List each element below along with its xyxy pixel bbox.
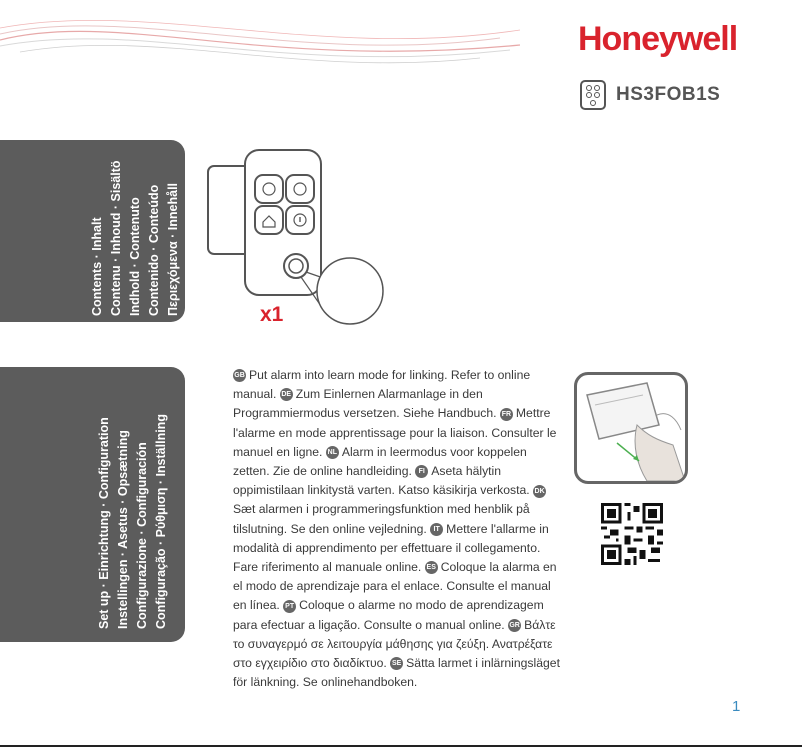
instruction-text: Coloque o alarme no modo de aprendizagem para efectuar a ligação. Consulte o manual online. — [233, 598, 544, 632]
quantity-label: x1 — [260, 303, 284, 326]
language-badge: DK — [533, 485, 546, 498]
instruction-text: Sätta larmet i inlärningsläget för länkning. Se onlinehandboken. — [233, 656, 560, 690]
setup-tab-line: Instellingen · Asetus · Opsætning — [116, 430, 130, 629]
contents-tab-line: Contents · Inhalt — [90, 217, 104, 316]
page-number: 1 — [732, 698, 741, 715]
contents-tab-line: Indhold · Contenuto — [128, 197, 142, 316]
setup-tab — [0, 367, 185, 642]
instruction-text: Sæt alarmen i programmeringsfunktion med henblik på tilslutning. Se den online vejledning. — [233, 502, 530, 536]
language-badge: DE — [280, 388, 293, 401]
instruction-text: Put alarm into learn mode for linking. Refer to online manual. — [233, 368, 531, 402]
keyfob-illustration — [205, 148, 385, 328]
contents-tab-line: Περιεχόμενα · Innehåll — [166, 182, 180, 316]
keyfob-icon — [580, 80, 606, 110]
model-code: HS3FOB1S — [616, 84, 721, 105]
language-badge: PT — [283, 600, 296, 613]
language-badge: SE — [390, 657, 403, 670]
setup-tab-line: Set up · Einrichtung · Configuration — [97, 417, 111, 629]
contents-tab-line: Contenido · Conteúdo — [147, 184, 161, 316]
language-badge: FR — [500, 408, 513, 421]
decorative-swoosh — [0, 0, 520, 80]
language-badge: GB — [233, 369, 246, 382]
instruction-text: Aseta hälytin oppimistilaan linkitystä varten. Katso käsikirja verkosta. — [233, 464, 534, 498]
language-badge: GR — [508, 619, 521, 632]
language-badge: ES — [425, 561, 438, 574]
brand-logo: Honeywell — [578, 20, 738, 58]
instruction-text: Mettre l'alarme en mode apprentissage pour la liaison. Consulter le manuel en ligne. — [233, 406, 557, 459]
instruction-text: Alarm in leermodus voor koppelen zetten. Zie de online handleiding. — [233, 444, 527, 479]
contents-tab — [0, 140, 185, 322]
setup-tab-line: Configurazione · Configuración — [135, 442, 149, 629]
setup-tab-line: Configuração · Ρύθμιση · Inställning — [154, 414, 168, 629]
qr-code[interactable] — [601, 503, 663, 565]
learn-mode-photo — [574, 372, 688, 484]
instruction-text: Mettere l'allarme in modalità di apprendimento per effettuare il collegamento. Fare riferimento al manuale online. — [233, 521, 549, 575]
language-badge: IT — [430, 523, 443, 536]
footer-rule — [0, 745, 802, 747]
instruction-text: Βάλτε το συναγερμό σε λειτουργία μάθησης για ζεύξη. Ανατρέξατε στο εγχειρίδιο στο διαδίκτυο. — [233, 617, 556, 671]
language-badge: NL — [326, 446, 339, 459]
contents-tab-line: Contenu · Inhoud · Sisältö — [109, 160, 123, 316]
setup-instructions — [233, 366, 563, 692]
language-badge: FI — [415, 465, 428, 478]
instruction-text: Coloque la alarma en el modo de aprendizaje para el enlace. Consulte el manual en línea. — [233, 560, 557, 613]
model-label — [580, 80, 720, 110]
instruction-text: Zum Einlernen Alarmanlage in den Programmiermodus versetzen. Siehe Handbuch. — [233, 387, 500, 421]
